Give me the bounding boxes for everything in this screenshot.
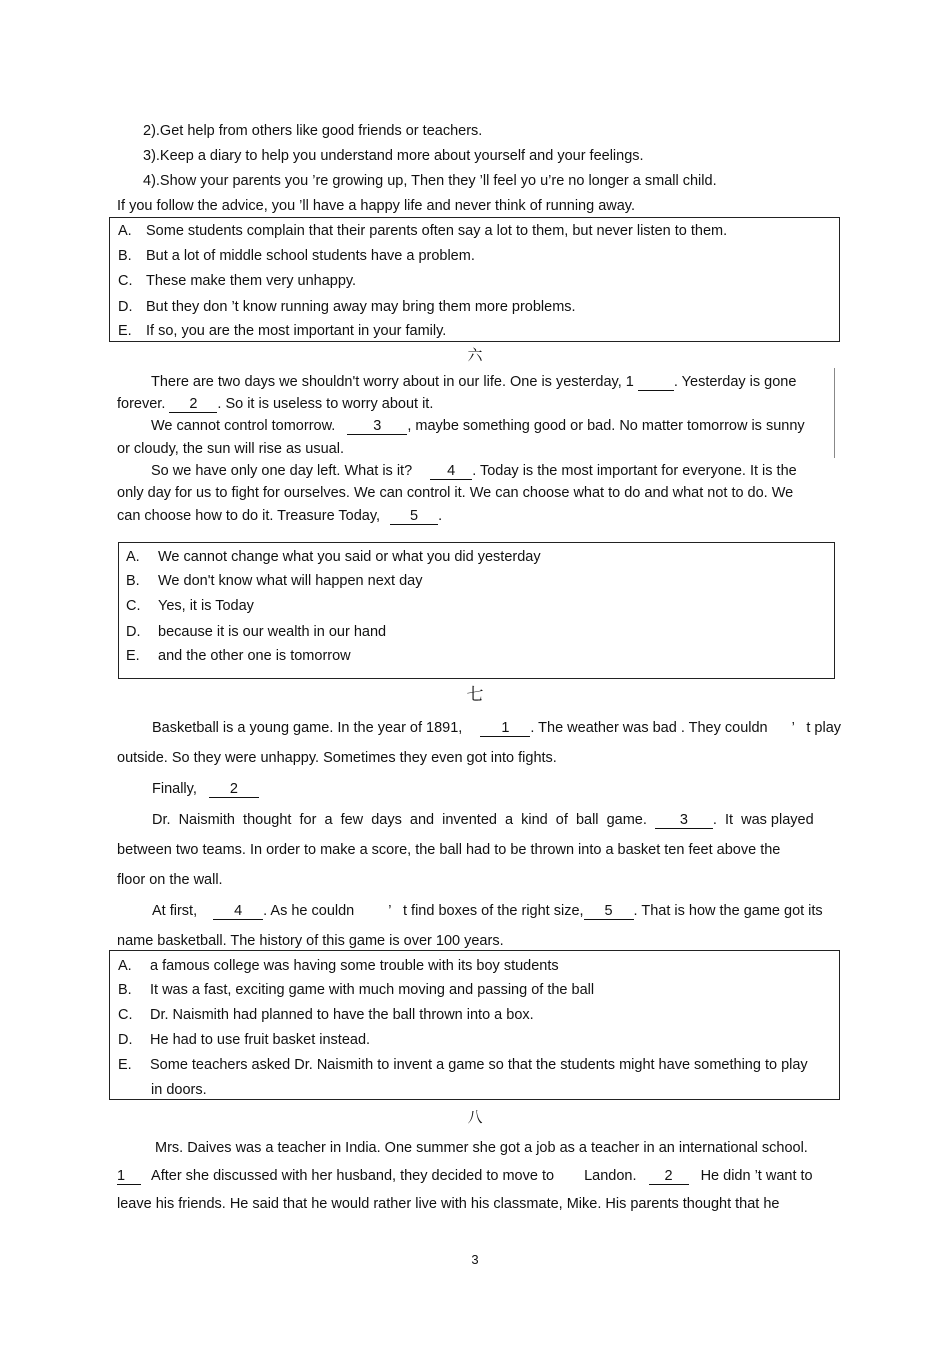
s7-blank-3[interactable]: 3 [655, 813, 713, 829]
s6-line-7: can choose how to do it. Treasure Today, 5 . [117, 508, 443, 524]
s6-option-d: D. because it is our wealth in our hand [126, 624, 387, 640]
section-7-heading: 七 [466, 685, 484, 705]
page-number: 3 [471, 1252, 479, 1267]
s7-line-8: name basketball. The history of this game is over 100 years. [117, 933, 504, 949]
s7-option-d: D. He had to use fruit basket instead. [118, 1032, 371, 1048]
option-c: C. These make them very unhappy. [118, 273, 357, 289]
s7-line-5: between two teams. In order to make a score, the ball had to be thrown into a basket ten feet above the [117, 842, 781, 858]
s7-blank-5[interactable]: 5 [584, 904, 634, 920]
s8-blank-2[interactable]: 2 [649, 1169, 689, 1185]
s7-blank-1[interactable]: 1 [480, 721, 530, 737]
s7-option-c: C. Dr. Naismith had planned to have the ball thrown into a box. [118, 1007, 534, 1023]
tip-3: 3).Keep a diary to help you understand more about yourself and your feelings. [143, 148, 644, 164]
s7-option-b: B. It was a fast, exciting game with much moving and passing of the ball [118, 982, 595, 998]
section-6-heading: 六 [467, 346, 483, 364]
s7-line-3: Finally, 2 [152, 780, 259, 798]
s7-line-4: Dr. Naismith thought for a few days and invented a kind of ball game. 3 . It was played [152, 812, 814, 828]
s7-option-a: A. a famous college was having some trouble with its boy students [118, 958, 559, 974]
s6-line-6: only day for us to fight for ourselves. We can control it. We can choose what to do and what not to do. We [117, 485, 794, 501]
option-b: B. But a lot of middle school students have a problem. [118, 248, 475, 264]
s8-line-1: Mrs. Daives was a teacher in India. One summer she got a job as a teacher in an international school. [155, 1140, 808, 1156]
tip-2: 2).Get help from others like good friends or teachers. [143, 123, 483, 139]
s6-line-1: There are two days we shouldn't worry about in our life. One is yesterday, 1 . Yesterday is gone [151, 374, 797, 390]
s7-line-2: outside. So they were unhappy. Sometimes they even got into fights. [117, 750, 557, 766]
s7-line-7: At first, 4 . As he couldn ’ t find boxes of the right size, 5 . That is how the game got its [152, 903, 823, 919]
margin-rule [834, 368, 835, 458]
s6-blank-2[interactable]: 2 [169, 397, 217, 413]
s6-line-3: We cannot control tomorrow. 3 , maybe something good or bad. No matter tomorrow is sunny [151, 418, 805, 434]
s7-blank-2[interactable]: 2 [209, 782, 259, 798]
s6-blank-3[interactable]: 3 [347, 419, 407, 435]
s7-line-1: Basketball is a young game. In the year of 1891, 1 . The weather was bad . They couldn ’ t play [152, 720, 842, 736]
s6-blank-5[interactable]: 5 [390, 509, 438, 525]
s6-line-2: forever. 2 . So it is useless to worry about it. [117, 396, 434, 412]
s6-line-5: So we have only one day left. What is it? 4 . Today is the most important for everyone. It is the [151, 463, 797, 479]
s7-option-e: E. Some teachers asked Dr. Naismith to invent a game so that the students might have something to play [118, 1057, 808, 1073]
s6-blank-4[interactable]: 4 [430, 464, 472, 480]
s7-blank-4[interactable]: 4 [213, 904, 263, 920]
s6-option-e: E. and the other one is tomorrow [126, 648, 351, 664]
s6-option-b: B. We don't know what will happen next day [126, 573, 423, 589]
option-d: D. But they don ’t know running away may bring them more problems. [118, 299, 576, 315]
s6-blank-1[interactable] [638, 375, 674, 391]
tip-4: 4).Show your parents you ’re growing up, Then they ’ll feel yo u’re no longer a small child. [143, 173, 717, 189]
closing-advice: If you follow the advice, you ’ll have a happy life and never think of running away. [117, 198, 636, 214]
s8-blank-1[interactable]: 1 [117, 1169, 141, 1185]
s6-line-4: or cloudy, the sun will rise as usual. [117, 441, 345, 457]
s6-option-a: A. We cannot change what you said or what you did yesterday [126, 549, 541, 565]
s6-option-c: C. Yes, it is Today [126, 598, 254, 614]
s8-line-3: leave his friends. He said that he would rather live with his classmate, Mike. His parents thought that he [117, 1196, 780, 1212]
s7-option-e-cont: in doors. [151, 1082, 207, 1098]
s8-line-2: 1 After she discussed with her husband, they decided to move to Landon. 2 He didn ’t want to [117, 1168, 813, 1184]
section-8-heading: 八 [467, 1108, 483, 1126]
option-a: A. Some students complain that their parents often say a lot to them, but never listen to them. [118, 223, 728, 239]
s7-line-6: floor on the wall. [117, 872, 223, 888]
option-e: E. If so, you are the most important in your family. [118, 323, 447, 339]
